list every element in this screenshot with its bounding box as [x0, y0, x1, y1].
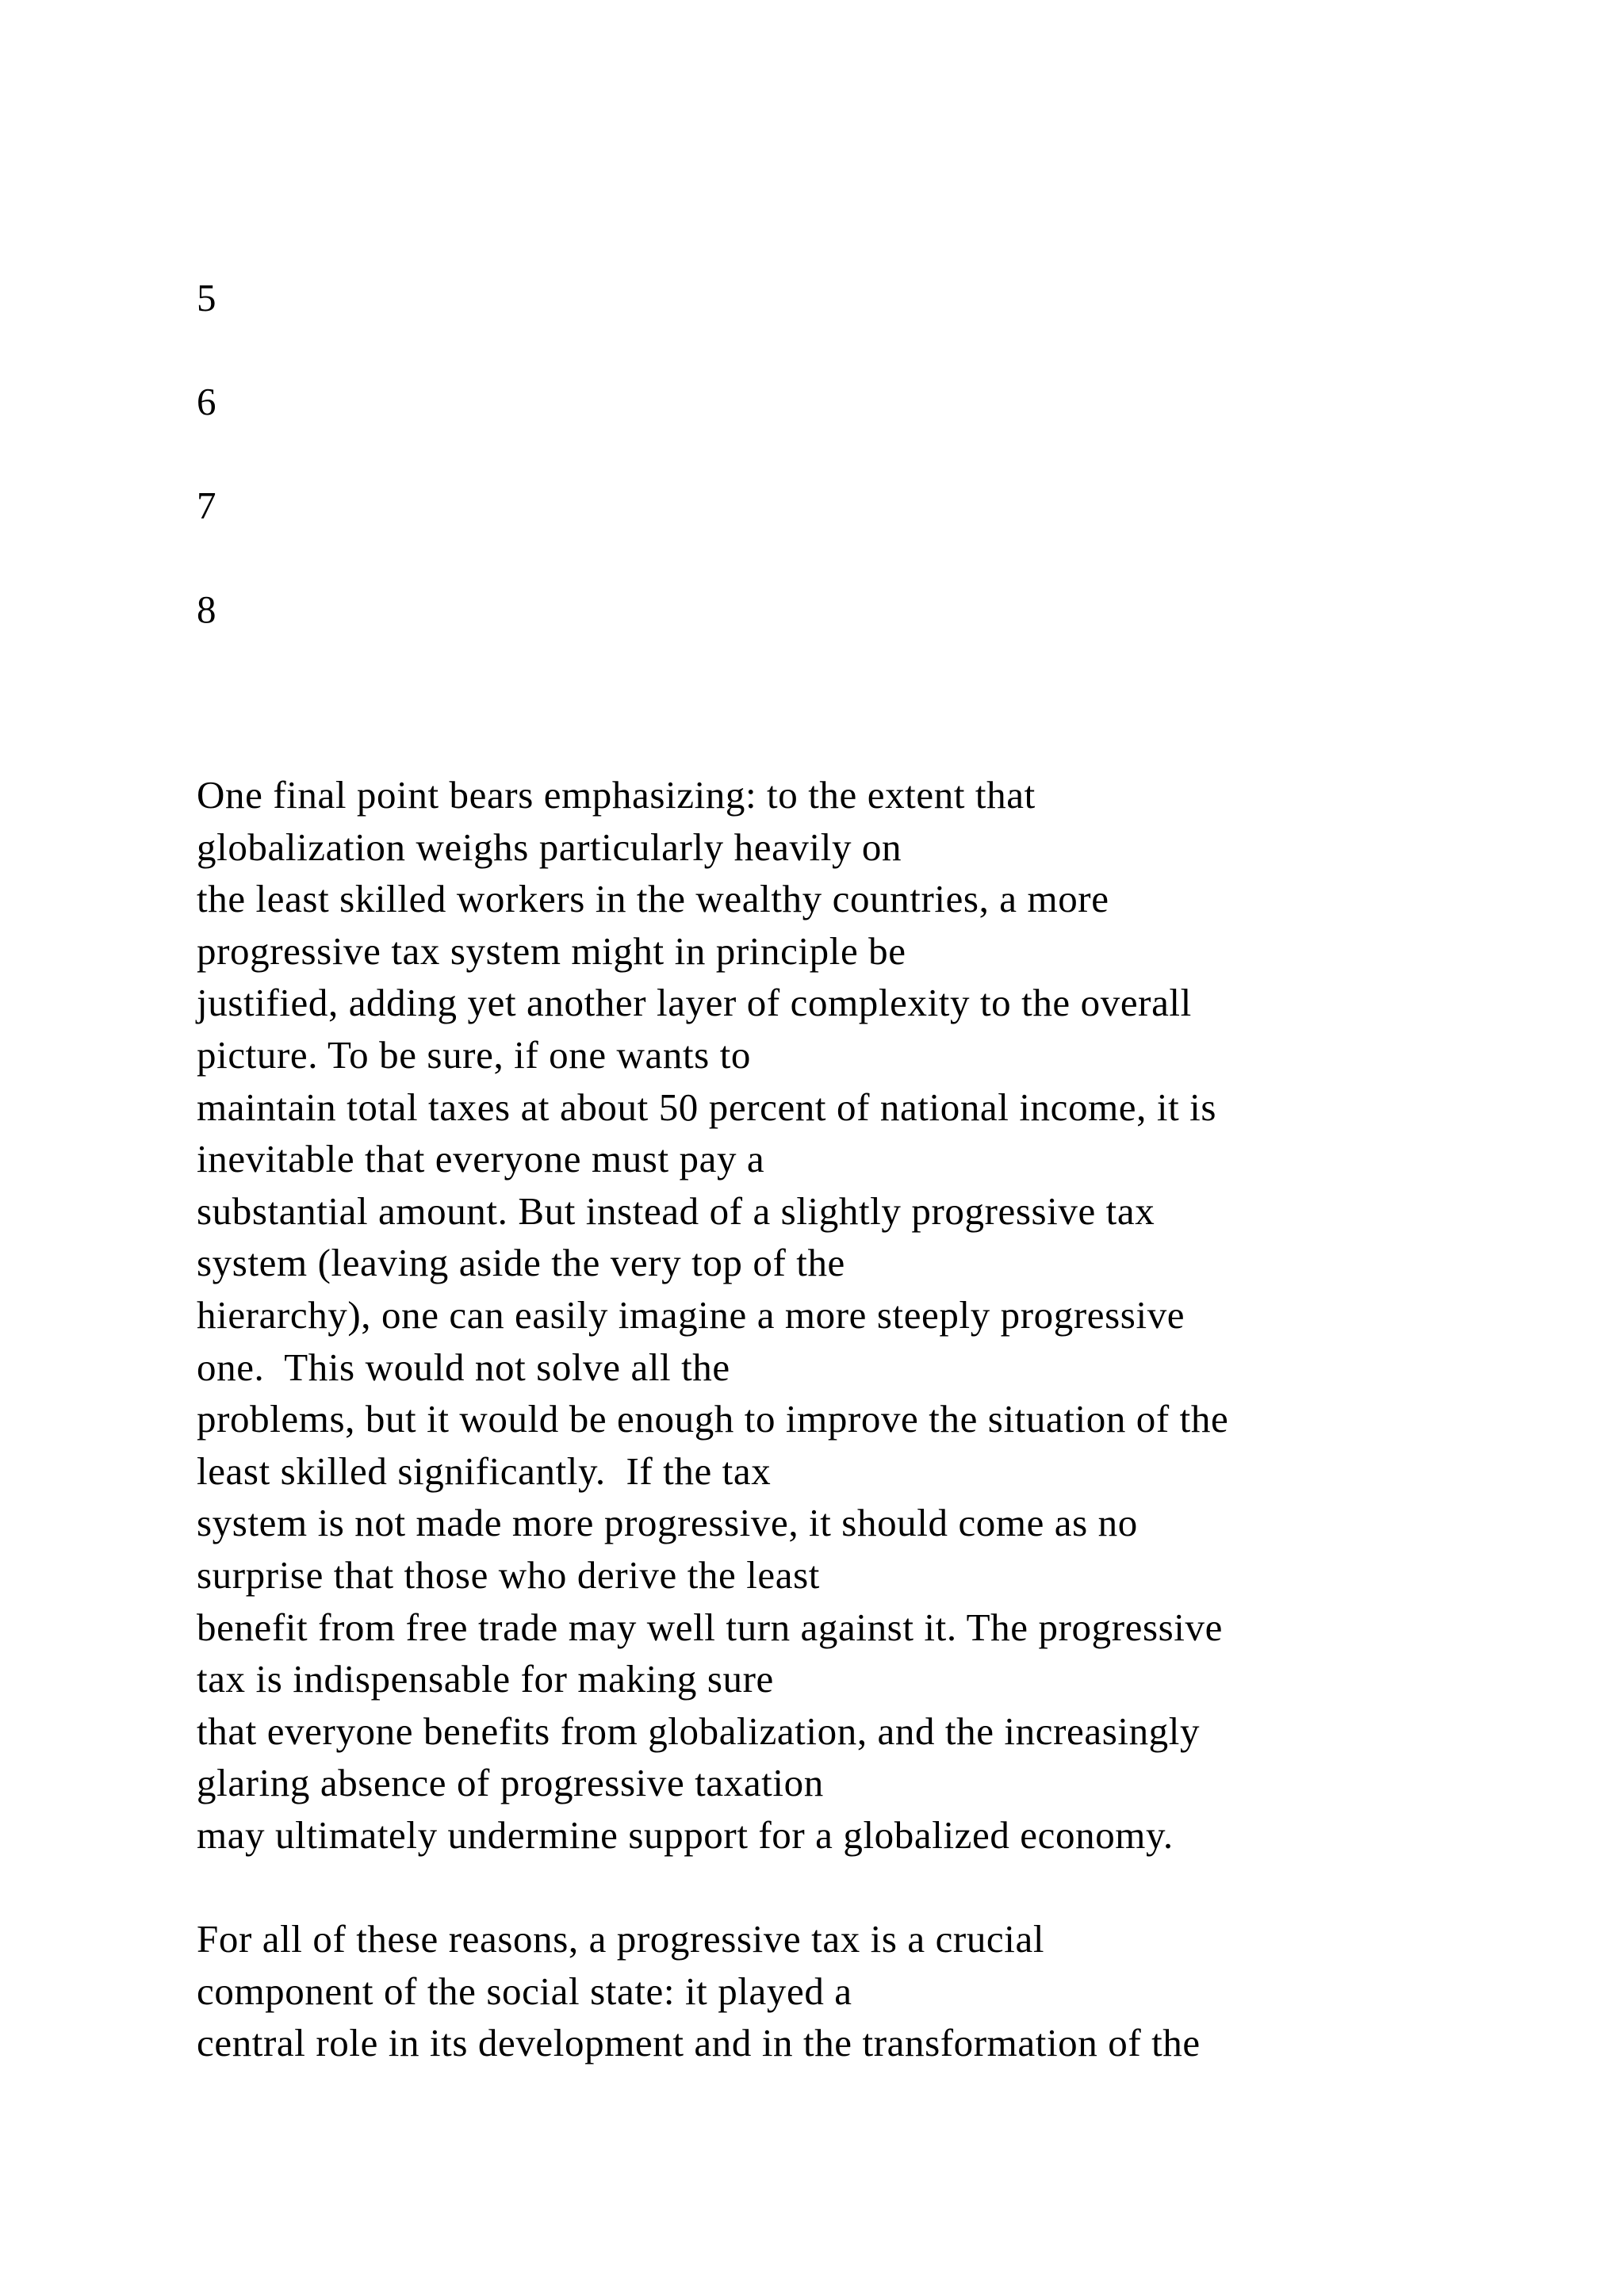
text-line: glaring absence of progressive taxation: [197, 1761, 824, 1805]
text-line: problems, but it would be enough to improve the situation of the: [197, 1397, 1229, 1441]
page-number: 5: [197, 276, 216, 320]
page-number: 8: [197, 587, 216, 631]
page-number-list: [197, 246, 216, 661]
text-line: maintain total taxes at about 50 percent of national income, it is: [197, 1085, 1217, 1129]
page-number: 6: [197, 380, 216, 423]
text-line: substantial amount. But instead of a slightly progressive tax: [197, 1188, 1155, 1233]
page-number: 7: [197, 484, 216, 527]
text-line: picture. To be sure, if one wants to: [197, 1032, 752, 1077]
text-line: For all of these reasons, a progressive tax is a crucial: [197, 1917, 1045, 1961]
text-line: central role in its development and in the transformation of the: [197, 2021, 1201, 2065]
text-line: One final point bears emphasizing: to the extent that: [197, 773, 1036, 817]
text-line: benefit from free trade may well turn against it. The progressive: [197, 1605, 1223, 1649]
text-line: tax is indispensable for making sure: [197, 1657, 774, 1701]
paragraph-globalization: [197, 769, 1592, 1861]
paragraph-reasons: [197, 1913, 1592, 2069]
text-line: progressive tax system might in principle be: [197, 928, 906, 973]
text-line: surprise that those who derive the least: [197, 1552, 821, 1597]
text-line: that everyone benefits from globalization, and the increasingly: [197, 1709, 1201, 1753]
text-line: the least skilled workers in the wealthy countries, a more: [197, 877, 1109, 921]
text-line: system is not made more progressive, it should come as no: [197, 1501, 1138, 1545]
text-line: globalization weighs particularly heavily on: [197, 825, 902, 869]
body-text: [197, 769, 1592, 2069]
paragraph-gap: [197, 1861, 1592, 1913]
text-line: justified, adding yet another layer of complexity to the overall: [197, 981, 1192, 1025]
text-line: system (leaving aside the very top of the: [197, 1241, 845, 1285]
text-line: may ultimately undermine support for a globalized economy.: [197, 1812, 1174, 1857]
text-line: inevitable that everyone must pay a: [197, 1137, 765, 1181]
text-line: hierarchy), one can easily imagine a more steeply progressive: [197, 1292, 1185, 1337]
text-line: component of the social state: it played a: [197, 1969, 852, 2013]
text-line: one. This would not solve all the: [197, 1345, 730, 1389]
text-line: least skilled significantly. If the tax: [197, 1448, 772, 1493]
